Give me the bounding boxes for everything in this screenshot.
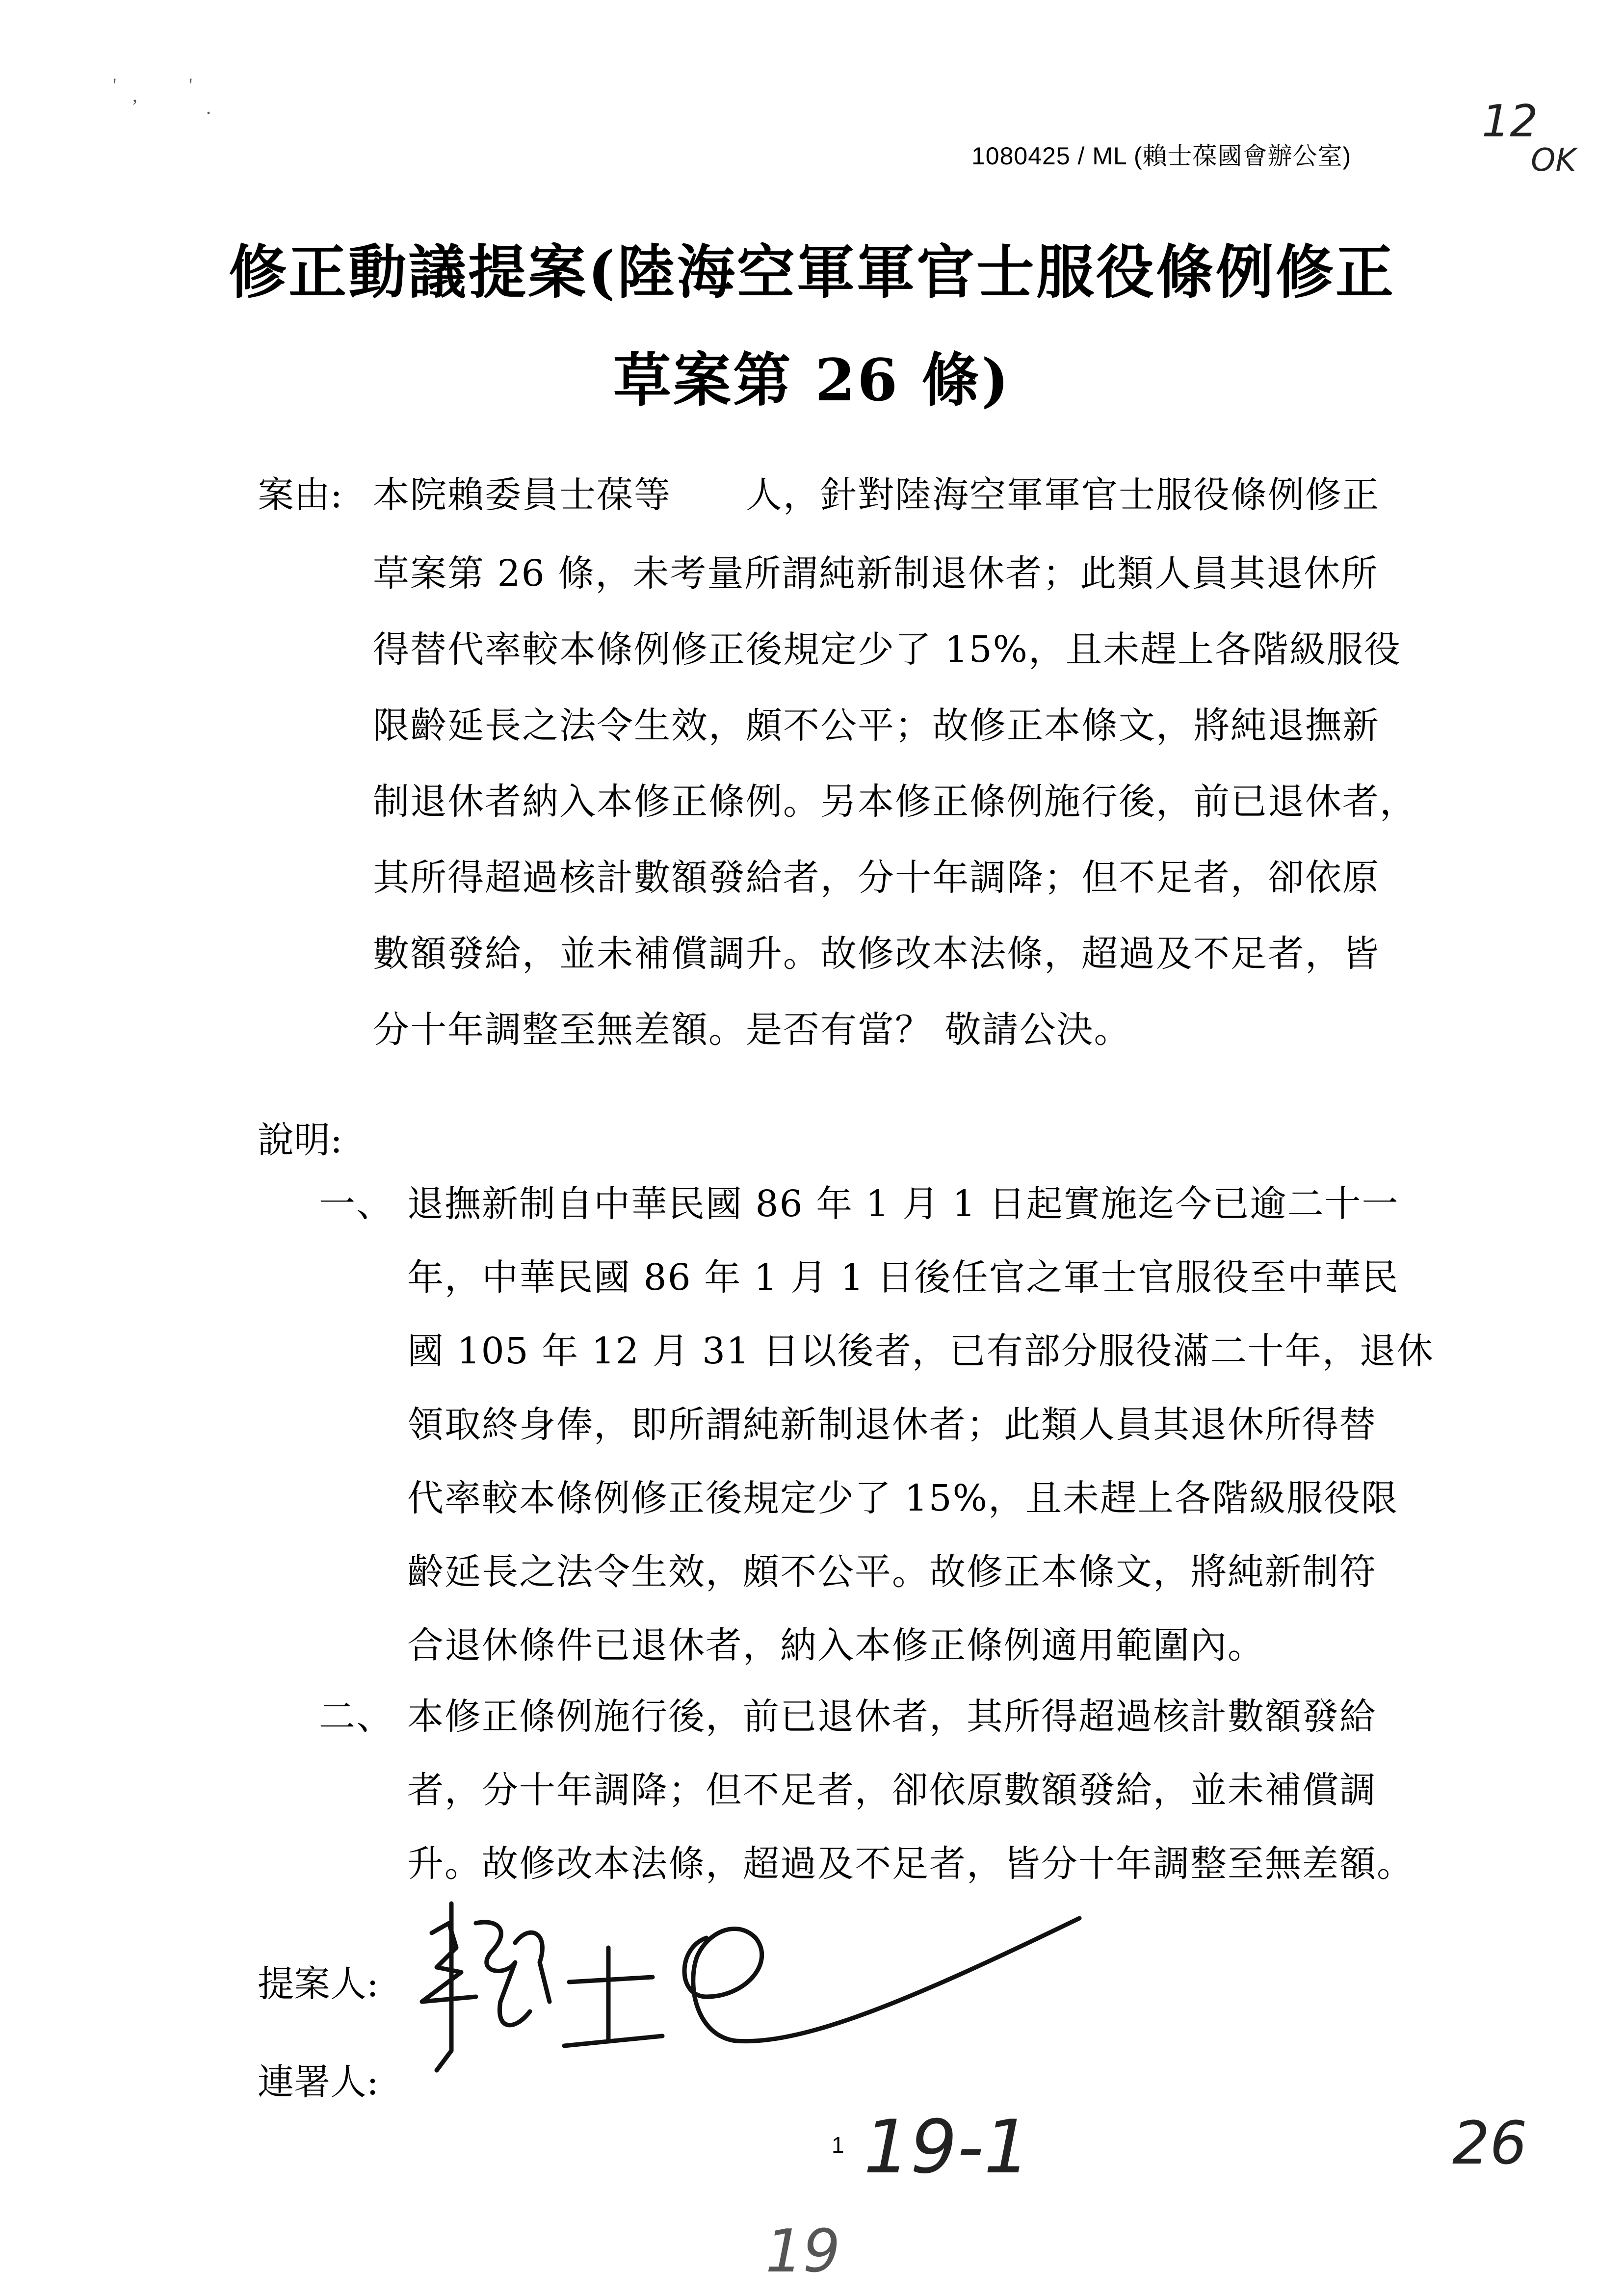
explanation-line: 合退休條件已退休者，納入本修正條例適用範圍內。 — [407, 1624, 1265, 1667]
explanation-line: 本修正條例施行後，前已退休者，其所得超過核計數額發給 — [407, 1696, 1377, 1738]
proposer-label: 提案人: — [258, 1963, 379, 2005]
header-reference: 1080425 / ML (賴士葆國會辦公室) — [971, 142, 1352, 170]
handwritten-ok-mark: OK — [1531, 142, 1576, 179]
handwritten-page-count: 12 — [1482, 96, 1538, 147]
scan-speck: ' — [189, 74, 193, 96]
reason-line: 限齡延長之法令生效，頗不公平；故修正本條文，將純退撫新 — [373, 704, 1380, 747]
reason-line: 數額發給，並未補償調升。故修改本法條，超過及不足者，皆 — [373, 933, 1380, 975]
explanation-line: 者，分十年調降；但不足者，卻依原數額發給，並未補償調 — [407, 1769, 1377, 1811]
reason-line: 制退休者納入本修正條例。另本修正條例施行後，前已退休者， — [373, 781, 1417, 823]
scan-speck: . — [206, 96, 211, 118]
reason-label: 案由: — [258, 474, 342, 516]
explanation-line: 領取終身俸，即所謂純新制退休者；此類人員其退休所得替 — [407, 1404, 1377, 1446]
explanation-line: 國 105 年 12 月 31 日以後者，已有部分服役滿二十年，退休 — [407, 1330, 1434, 1372]
reason-line: 分十年調整至無差額。是否有當？ 敬請公決。 — [373, 1009, 1131, 1051]
explanation-line: 年，中華民國 86 年 1 月 1 日後任官之軍士官服役至中華民 — [407, 1256, 1399, 1299]
explanation-label: 說明: — [258, 1119, 342, 1161]
handwritten-number: 26 — [1452, 2110, 1527, 2178]
cosigner-label: 連署人: — [258, 2061, 379, 2103]
explanation-line: 代率較本條例修正後規定少了 15%，且未趕上各階級服役限 — [407, 1477, 1398, 1519]
reason-line: 本院賴委員士葆等 人，針對陸海空軍軍官士服役條例修正 — [373, 474, 1380, 516]
explanation-item-marker: 二、 — [319, 1696, 393, 1738]
reason-line: 其所得超過核計數額發給者，分十年調降；但不足者，卻依原 — [373, 857, 1380, 899]
handwritten-file-number: 19-1 — [864, 2105, 1031, 2190]
explanation-item-marker: 一、 — [319, 1183, 393, 1225]
explanation-line: 齡延長之法令生效，頗不公平。故修正本條文，將純新制符 — [407, 1551, 1377, 1593]
handwritten-file-number-faint: 19 — [765, 2218, 840, 2286]
handwritten-signature — [402, 1874, 1119, 2080]
page-number: 1 — [832, 2132, 844, 2158]
explanation-line: 升。故修改本法條，超過及不足者，皆分十年調整至無差額。 — [407, 1843, 1414, 1885]
explanation-line: 退撫新制自中華民國 86 年 1 月 1 日起實施迄今已逾二十一 — [407, 1183, 1399, 1225]
reason-line: 得替代率較本條例修正後規定少了 15%，且未趕上各階級服役 — [373, 628, 1401, 671]
reason-line: 草案第 26 條，未考量所謂純新制退休者；此類人員其退休所 — [373, 552, 1379, 595]
document-title-line-1: 修正動議提案(陸海空軍軍官士服役條例修正 — [229, 238, 1395, 306]
scan-speck: , — [132, 84, 137, 106]
scan-speck: ' — [113, 74, 117, 96]
document-title-line-2: 草案第 26 條) — [613, 346, 1011, 414]
